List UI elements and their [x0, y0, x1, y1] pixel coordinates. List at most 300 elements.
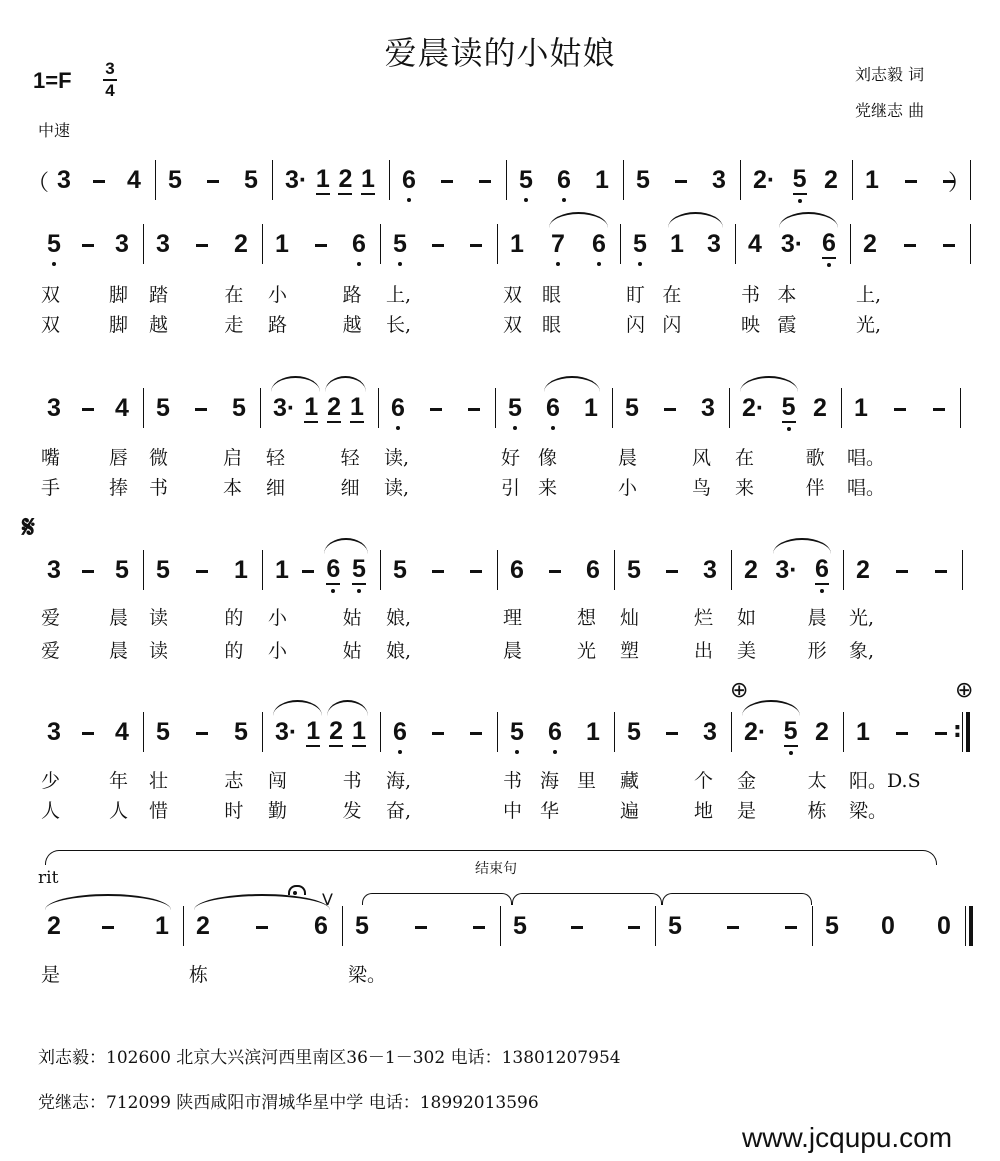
lyric-measure — [614, 636, 731, 663]
dash-mark — [432, 244, 444, 247]
note: 1 — [275, 230, 289, 258]
lyric-syllable — [75, 766, 109, 793]
lyric-syllable: 唱。 — [847, 447, 886, 469]
lyrics-verse-1 — [35, 443, 960, 470]
lyric-syllable: 光, — [849, 607, 875, 629]
measure — [740, 160, 852, 200]
lyric-syllable — [75, 280, 109, 307]
lyric-measure — [260, 473, 378, 500]
dash-mark — [195, 408, 207, 411]
measure — [495, 388, 612, 428]
slur-arc — [779, 212, 838, 228]
lyrics-verse-2 — [35, 636, 962, 663]
dash-mark — [904, 244, 916, 247]
lyric-measure — [380, 603, 497, 630]
lyric-syllable: 如 — [737, 607, 757, 629]
lyric-syllable — [772, 603, 807, 630]
dash-extension — [934, 556, 948, 584]
lyric-syllable — [187, 310, 225, 337]
slur-arc — [549, 212, 608, 228]
dash-extension — [81, 230, 95, 258]
barline-end — [965, 906, 973, 946]
note: 2· — [744, 718, 767, 746]
lyric-syllable — [187, 796, 225, 823]
lyric-syllable: 来 — [538, 477, 558, 499]
lyric-syllable: 地 — [694, 800, 714, 822]
lyric-syllable: 形 — [807, 640, 827, 662]
dash-extension — [301, 556, 315, 584]
note: 5 — [783, 717, 798, 745]
note: 2 — [856, 556, 870, 584]
lyric-syllable: 人 — [109, 800, 129, 822]
lyric-syllable: 路 — [268, 314, 288, 336]
lyric-syllable: 手 — [41, 477, 61, 499]
lyric-syllable: 志 — [224, 770, 244, 792]
lyric-syllable — [581, 280, 620, 307]
lyric-syllable: 的 — [224, 607, 244, 629]
lyric-syllable — [894, 280, 932, 307]
dash-extension — [934, 718, 948, 746]
lyric-syllable: 小 — [268, 607, 288, 629]
slur-arc — [740, 376, 798, 392]
note: 7 — [551, 230, 565, 258]
lyric-measure — [380, 280, 497, 307]
lyric-measure — [731, 796, 843, 823]
lyric-syllable: 中 — [503, 800, 523, 822]
note: 2· — [742, 394, 765, 422]
lyric-syllable: 象, — [849, 640, 875, 662]
lyric-syllable: 美 — [737, 640, 757, 662]
dash-extension — [431, 556, 445, 584]
note: 5 — [393, 556, 407, 584]
note: 1 — [856, 718, 870, 746]
note: 1 — [234, 556, 248, 584]
measure — [506, 160, 623, 200]
note: 2 — [813, 394, 827, 422]
barline-end — [970, 160, 971, 200]
measure — [497, 550, 614, 590]
ending-subbrackets — [362, 893, 812, 905]
measure — [612, 388, 729, 428]
lyric-measure — [841, 443, 960, 470]
lyric-syllable — [699, 280, 735, 307]
note: 5 — [633, 230, 647, 258]
lyric-syllable — [556, 960, 606, 987]
lyric-measure — [497, 603, 614, 630]
lyric-syllable: 是 — [41, 964, 61, 986]
lyric-syllable — [423, 603, 460, 630]
lyric-syllable: 读 — [149, 607, 169, 629]
lyric-syllable: 双 — [503, 284, 523, 306]
measure — [143, 550, 262, 590]
lyric-measure — [614, 603, 731, 630]
segno-sign: 𝄋 — [22, 510, 35, 545]
measure — [380, 712, 497, 752]
lyric-syllable: 走 — [224, 314, 244, 336]
lyric-measure — [143, 636, 262, 663]
lyric-syllable: 在 — [662, 284, 682, 306]
dash-extension — [414, 912, 428, 940]
lyric-syllable — [814, 310, 850, 337]
lyric-measure — [35, 603, 143, 630]
lyric-syllable: 引 — [501, 477, 521, 499]
note: 1 — [595, 166, 609, 194]
lyric-syllable — [932, 310, 970, 337]
lyric-syllable: 理 — [503, 607, 523, 629]
note: 1 — [510, 230, 524, 258]
lyric-syllable — [924, 636, 962, 663]
lyric-syllable — [305, 796, 342, 823]
watermark: www.jcqupu.com — [742, 1122, 953, 1153]
dash-extension — [206, 166, 220, 194]
lyric-syllable — [814, 280, 850, 307]
dash-mark — [935, 570, 947, 573]
lyric-syllable: 在 — [224, 284, 244, 306]
lyric-measure — [497, 796, 614, 823]
note: 2 — [234, 230, 248, 258]
measure — [614, 550, 731, 590]
dash-extension — [431, 230, 445, 258]
fermata-icon — [288, 885, 306, 895]
lyric-syllable: 轻 — [340, 447, 360, 469]
lyric-syllable: 栋 — [189, 964, 209, 986]
note: 3 — [57, 166, 71, 194]
dash-mark — [82, 244, 94, 247]
lyric-syllable: 姑 — [342, 607, 362, 629]
lyric-syllable: 晨 — [618, 447, 638, 469]
lyric-syllable: 书 — [342, 770, 362, 792]
measure — [497, 712, 614, 752]
lyric-syllable: 个 — [694, 770, 714, 792]
lyric-syllable: 脚 — [109, 314, 129, 336]
note: 3 — [703, 718, 717, 746]
lyric-measure — [729, 473, 841, 500]
lyrics-verse-1 — [35, 960, 965, 987]
lyric-measure — [35, 443, 143, 470]
dash-extension — [467, 394, 481, 422]
slur-arc — [668, 212, 723, 228]
lyrics-verse-2 — [35, 473, 960, 500]
lyric-syllable: 人 — [41, 800, 61, 822]
lyric-measure — [735, 280, 850, 307]
dash-extension — [478, 166, 492, 194]
lyric-syllable — [186, 473, 223, 500]
lyric-syllable — [711, 960, 761, 987]
note: 4 — [748, 230, 762, 258]
subbracket — [362, 893, 512, 905]
measure — [655, 906, 812, 946]
measure — [35, 388, 143, 428]
note: 6 — [557, 166, 571, 194]
measure — [731, 712, 843, 752]
lyric-measure — [495, 473, 612, 500]
dash-extension — [784, 912, 798, 940]
measure — [378, 388, 495, 428]
lyric-syllable — [75, 636, 109, 663]
breath-mark: V — [322, 890, 333, 909]
note: 5 — [47, 230, 61, 258]
note: 5 — [519, 166, 533, 194]
lyric-syllable — [460, 310, 497, 337]
dash-mark — [896, 570, 908, 573]
lyric-syllable: 小 — [268, 640, 288, 662]
dash-mark — [430, 408, 442, 411]
note: 3 — [156, 230, 170, 258]
lyric-measure — [183, 960, 342, 987]
measure — [35, 224, 143, 264]
slur-arc — [327, 700, 368, 716]
lyric-syllable — [605, 960, 655, 987]
lyric-syllable — [305, 280, 342, 307]
lyric-measure — [500, 960, 655, 987]
note: 5 — [508, 394, 522, 422]
dash-extension — [627, 912, 641, 940]
lyric-syllable — [460, 280, 497, 307]
dash-extension — [429, 394, 443, 422]
lyricist-credit: 刘志毅 词 — [855, 65, 925, 84]
measure — [623, 160, 740, 200]
note: 6 — [352, 230, 366, 258]
dash-mark — [196, 570, 208, 573]
lyric-syllable — [540, 603, 577, 630]
dash-extension — [895, 556, 909, 584]
measure — [500, 906, 655, 946]
lyric-syllable: 本 — [223, 477, 243, 499]
lyric-syllable: 轻 — [266, 447, 286, 469]
note: 5 — [668, 912, 682, 940]
dash-extension — [431, 718, 445, 746]
lyric-measure — [380, 766, 497, 793]
lyric-syllable: 小 — [268, 284, 288, 306]
lyric-syllable — [303, 473, 340, 500]
lyric-measure — [843, 603, 962, 630]
lyric-syllable — [423, 310, 460, 337]
lyric-measure — [841, 473, 960, 500]
lyric-syllable: 闪 — [626, 314, 646, 336]
note: 3· — [275, 718, 298, 746]
dash-mark — [943, 244, 955, 247]
staff-line — [35, 550, 962, 590]
note: 1 — [670, 230, 684, 258]
fermata-dot — [293, 891, 297, 895]
measure — [497, 224, 620, 264]
measure — [35, 712, 143, 752]
lyric-measure — [612, 473, 729, 500]
lyric-syllable — [577, 796, 614, 823]
dash-extension — [932, 394, 946, 422]
lyric-syllable — [818, 960, 867, 987]
dash-mark — [896, 732, 908, 735]
dash-extension — [663, 394, 677, 422]
lyricist-contact: 刘志毅：102600 北京大兴滨河西里南区36－1－302 电话：13801207954 — [38, 1048, 621, 1068]
lyric-measure — [143, 796, 262, 823]
note: 1 — [304, 393, 319, 421]
measure — [35, 550, 143, 590]
barline-end — [970, 224, 971, 264]
note: 5 — [355, 912, 369, 940]
measure — [729, 388, 841, 428]
note: 5 — [115, 556, 129, 584]
note: 4 — [127, 166, 141, 194]
paren-open: （ — [27, 171, 50, 196]
lyric-measure — [731, 603, 843, 630]
dash-mark — [666, 732, 678, 735]
lyric-syllable — [423, 280, 460, 307]
dash-extension — [904, 166, 918, 194]
lyric-syllable — [575, 443, 612, 470]
lyric-measure — [378, 443, 495, 470]
dash-mark — [432, 570, 444, 573]
lyric-syllable: 闯 — [268, 770, 288, 792]
lyric-syllable: 娘, — [386, 640, 412, 662]
note: 2 — [196, 912, 210, 940]
lyric-syllable: 路 — [342, 284, 362, 306]
measure — [614, 712, 731, 752]
dash-extension — [81, 394, 95, 422]
lyric-syllable: 眼 — [542, 314, 562, 336]
note: 1 — [350, 393, 364, 421]
note: 5 — [636, 166, 650, 194]
lyric-syllable: 眼 — [542, 284, 562, 306]
measure — [850, 224, 970, 264]
lyric-measure — [380, 636, 497, 663]
lyric-syllable: 年 — [109, 770, 129, 792]
lyric-syllable — [657, 603, 694, 630]
note: 2 — [863, 230, 877, 258]
note: 2 — [329, 717, 344, 745]
lyric-syllable — [399, 960, 450, 987]
note: 0 — [881, 912, 895, 940]
lyric-syllable — [506, 960, 556, 987]
lyric-syllable: 爱 — [41, 607, 61, 629]
note: 5 — [792, 165, 807, 193]
lyric-measure — [143, 443, 260, 470]
lyric-syllable: 发 — [342, 800, 362, 822]
lyric-syllable — [460, 636, 497, 663]
slur-arc — [325, 376, 366, 392]
measure — [731, 550, 843, 590]
lyric-syllable — [449, 960, 500, 987]
note: 6 — [326, 555, 341, 583]
slur-arc — [273, 700, 322, 716]
lyric-syllable: 盯 — [626, 284, 646, 306]
lyric-syllable — [699, 310, 735, 337]
lyric-syllable — [421, 473, 458, 500]
dash-extension — [942, 230, 956, 258]
lyric-syllable — [305, 603, 342, 630]
measure — [143, 712, 262, 752]
lyric-syllable — [75, 473, 109, 500]
lyric-measure — [342, 960, 500, 987]
note: 1 — [352, 717, 366, 745]
dash-mark — [479, 180, 491, 183]
lyrics-verse-2 — [35, 310, 970, 337]
paren-close: ） — [948, 171, 971, 196]
dash-mark — [207, 180, 219, 183]
lyric-measure — [380, 310, 497, 337]
measure — [812, 906, 965, 946]
lyrics-verse-1 — [35, 280, 970, 307]
slur-arc — [544, 376, 600, 392]
slur-arc — [271, 376, 320, 392]
lyric-syllable — [423, 636, 460, 663]
lyric-syllable — [187, 280, 225, 307]
slur-arc — [194, 894, 330, 910]
coda-sign-end: ⊕ — [955, 678, 974, 703]
lyric-measure — [843, 796, 962, 823]
coda-sign: ⊕ — [730, 678, 749, 703]
lyric-syllable: 是 — [737, 800, 757, 822]
lyric-measure — [35, 636, 143, 663]
measure — [260, 388, 378, 428]
lyric-syllable: 少 — [41, 770, 61, 792]
lyric-measure — [850, 280, 970, 307]
lyric-measure — [262, 636, 380, 663]
lyric-syllable: 梁。 — [348, 964, 387, 986]
note: 5 — [234, 718, 248, 746]
lyric-syllable: 上, — [856, 284, 882, 306]
note: 6 — [548, 718, 562, 746]
lyric-syllable: 像 — [538, 447, 558, 469]
lyric-measure — [812, 960, 965, 987]
note: 3 — [47, 718, 61, 746]
lyric-syllable — [762, 960, 812, 987]
lyric-syllable — [460, 766, 497, 793]
note: 5 — [352, 555, 366, 583]
tempo-marking: 中速 — [38, 121, 71, 140]
measure — [380, 224, 497, 264]
lyric-syllable — [305, 766, 342, 793]
lyric-syllable — [240, 960, 291, 987]
note: 1 — [315, 165, 330, 193]
lyric-syllable: 启 — [223, 447, 243, 469]
lyric-measure — [497, 310, 620, 337]
dash-mark — [933, 408, 945, 411]
lyric-syllable: 栋 — [807, 800, 827, 822]
note: 2 — [338, 165, 353, 193]
lyric-syllable: 书 — [149, 477, 169, 499]
lyrics-verse-2 — [35, 796, 962, 823]
lyric-syllable: 书 — [503, 770, 523, 792]
dash-extension — [469, 718, 483, 746]
lyric-measure — [380, 796, 497, 823]
measure — [620, 224, 735, 264]
lyric-syllable: 细 — [340, 477, 360, 499]
lyric-syllable: 读 — [149, 640, 169, 662]
lyric-syllable: 烂 — [694, 607, 714, 629]
staff-line — [35, 906, 965, 946]
lyric-syllable: 里 — [577, 770, 597, 792]
lyric-measure — [843, 636, 962, 663]
dash-extension — [194, 394, 208, 422]
note: 5 — [156, 718, 170, 746]
lyric-syllable — [661, 960, 711, 987]
lyric-measure — [843, 766, 962, 793]
lyric-syllable: 阳。D.S — [849, 770, 921, 792]
lyric-syllable — [75, 310, 109, 337]
lyric-syllable: 梁。 — [849, 800, 888, 822]
dash-extension — [469, 556, 483, 584]
note: 5 — [627, 718, 641, 746]
note: 6 — [393, 718, 407, 746]
lyric-syllable — [924, 603, 962, 630]
note: 5 — [625, 394, 639, 422]
lyric-syllable — [916, 960, 965, 987]
note: 3 — [703, 556, 717, 584]
lyric-syllable: 灿 — [620, 607, 640, 629]
dash-extension — [195, 230, 209, 258]
dash-extension — [893, 394, 907, 422]
